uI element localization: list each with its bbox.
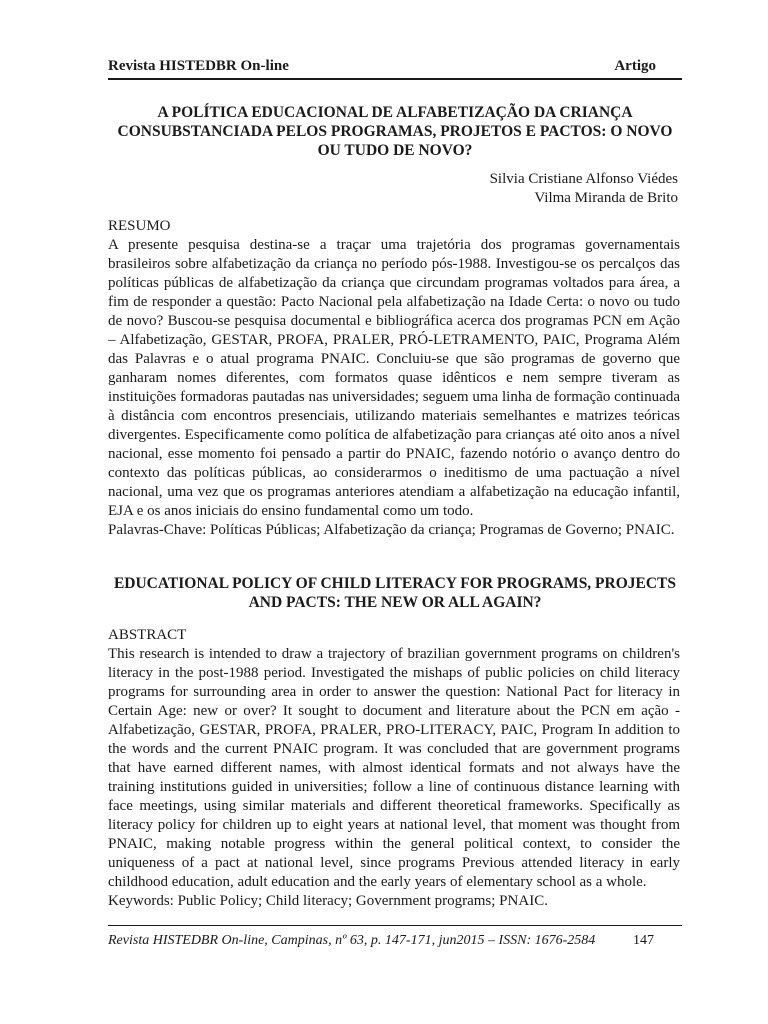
journal-name: Revista HISTEDBR On-line bbox=[108, 58, 289, 74]
author-2: Vilma Miranda de Brito bbox=[534, 190, 678, 206]
resumo-heading: RESUMO bbox=[108, 218, 171, 234]
footer-citation: Revista HISTEDBR On-line, Campinas, nº 63, p. 147-171, jun2015 – ISSN: 1676-2584 bbox=[108, 933, 596, 948]
title-english: EDUCATIONAL POLICY OF CHILD LITERACY FOR PROGRAMS, PROJECTS AND PACTS: THE NEW OR ALL AGAIN? bbox=[113, 575, 677, 611]
resumo-text: A presente pesquisa destina-se a traçar uma trajetória dos programas governamentais brasileiros sobre alfabetização da criança no período pós-1988. Investigou-se os percalços das políticas públicas de alfabetização da criança que circundam programas voltados para área, a fim de responder a questão: Pacto Nacional pela alfabetização na Idade Certa: o novo ou tudo de novo? Buscou-se pesquisa documental e bibliográfica acerca dos programas PCN em Ação – Alfabetização, GESTAR, PROFA, PRALER, PRÓ-LETRAMENTO, PAIC, Programa Além das Palavras e o atual programa PNAIC. Concluiu-se que são programas de governo que ganharam nomes diferentes, com formatos quase idênticos e nem sempre tiveram as instituições formadoras pautadas nas universidades; seguem uma linha de formação continuada à distância com encontros presenciais, utilizando materiais semelhantes e matrizes teóricas divergentes. Especificamente como política de alfabetização para crianças até oito anos a nível nacional, esse momento foi pensado a partir do PNAIC, fazendo notório o avanço dentro do contexto das políticas públicas, ao considerarmos o ineditismo de uma pactuação a nível nacional, uma vez que os programas anteriores atendiam a alfabetização na educação infantil, EJA e os anos iniciais do ensino fundamental como um todo. bbox=[108, 237, 680, 519]
abstract-keywords: Keywords: Public Policy; Child literacy; Government programs; PNAIC. bbox=[108, 893, 548, 909]
author-1: Silvia Cristiane Alfonso Viédes bbox=[489, 171, 678, 187]
abstract-heading: ABSTRACT bbox=[108, 627, 187, 643]
running-footer bbox=[108, 933, 682, 949]
authors bbox=[490, 170, 678, 208]
article-type: Artigo bbox=[614, 58, 656, 74]
abstract-text: This research is intended to draw a trajectory of brazilian government programs on children's literacy in the post-1988 period. Investigated the mishaps of public policies on child literacy programs for surrounding area in order to answer the question: National Pact for literacy in Certain Age: new or over? It sought to document and literature about the PCN em ação - Alfabetização, GESTAR, PROFA, PRALER, PRO-LITERACY, PAIC, Program In addition to the words and the current PNAIC program. It was concluded that are government programs that have earned different names, with almost identical formats and not always have the training institutions guided in universities; follow a line of continuous distance learning with face meetings, using similar materials and different theoretical frameworks. Specifically as literacy policy for children up to eight years at national level, that moment was thought from PNAIC, making notable progress within the general political context, to consider the uniqueness of a pact at national level, since programs Previous attended literacy in early childhood education, adult education and the early years of elementary school as a whole. bbox=[108, 646, 680, 890]
resumo-section bbox=[108, 217, 680, 540]
resumo-keywords: Palavras-Chave: Políticas Públicas; Alfabetização da criança; Programas de Governo; PNAIC. bbox=[108, 522, 675, 538]
page-number: 147 bbox=[633, 933, 654, 948]
title-portuguese: A POLÍTICA EDUCACIONAL DE ALFABETIZAÇÃO DA CRIANÇA CONSUBSTANCIADA PELOS PROGRAMAS, PROJETOS E PACTOS: O NOVO OU TUDO DE NOVO? bbox=[117, 104, 673, 159]
footer-divider bbox=[108, 925, 682, 926]
running-header bbox=[108, 58, 682, 80]
abstract-section bbox=[108, 626, 680, 911]
